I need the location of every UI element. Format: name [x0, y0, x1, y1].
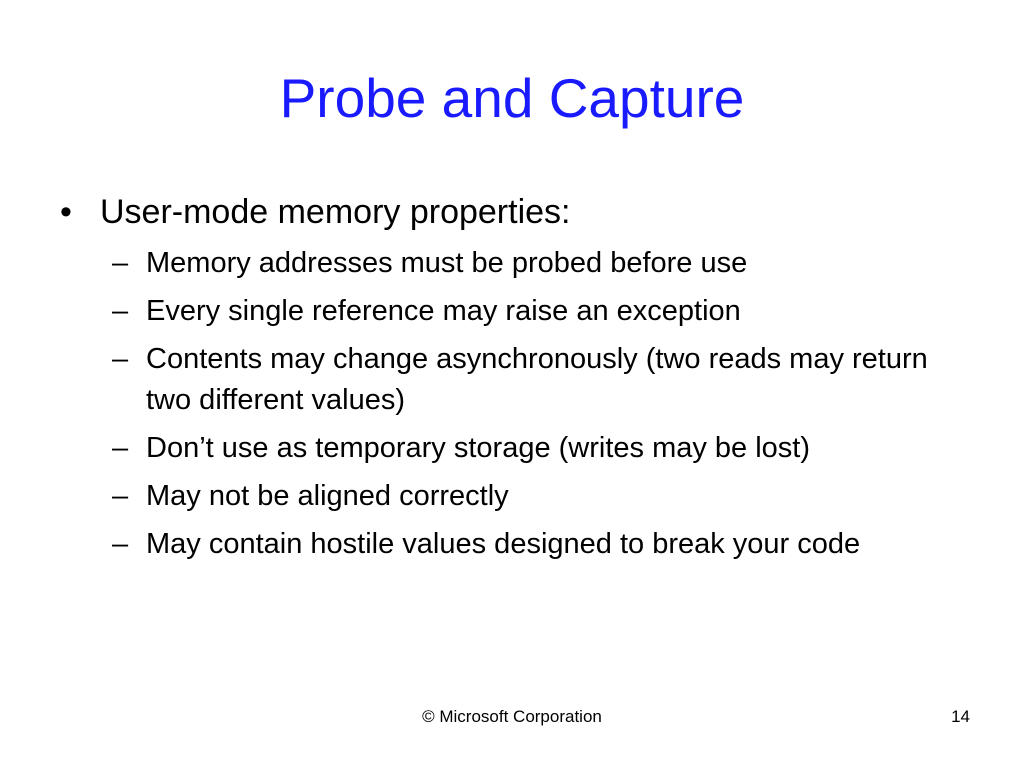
sub-bullet-item	[112, 476, 972, 517]
bullet-marker: •	[60, 193, 72, 231]
dash-marker: –	[112, 295, 129, 327]
dash-marker: –	[112, 480, 129, 512]
sub-bullet-list	[112, 243, 972, 572]
footer-copyright: © Microsoft Corporation	[422, 707, 602, 726]
sub-bullet-item	[112, 524, 972, 565]
sub-bullet-item	[112, 339, 972, 421]
sub-bullet-text: Contents may change asynchronously (two reads may return two different values)	[146, 343, 928, 416]
dash-marker: –	[112, 528, 129, 560]
sub-bullet-item	[112, 428, 972, 469]
sub-bullet-item	[112, 291, 972, 332]
dash-marker: –	[112, 432, 129, 464]
bullet-text: User-mode memory properties:	[100, 193, 571, 231]
page-number: 14	[951, 707, 970, 726]
sub-bullet-text: Memory addresses must be probed before use	[146, 247, 748, 279]
dash-marker: –	[112, 247, 129, 279]
sub-bullet-text: Every single reference may raise an exception	[146, 295, 741, 327]
slide-title: Probe and Capture	[279, 67, 745, 129]
sub-bullet-text: May not be aligned correctly	[146, 480, 509, 512]
dash-marker: –	[112, 343, 129, 375]
sub-bullet-text: Don’t use as temporary storage (writes may be lost)	[146, 432, 811, 464]
sub-bullet-item	[112, 243, 972, 284]
sub-bullet-text: May contain hostile values designed to break your code	[146, 528, 861, 560]
